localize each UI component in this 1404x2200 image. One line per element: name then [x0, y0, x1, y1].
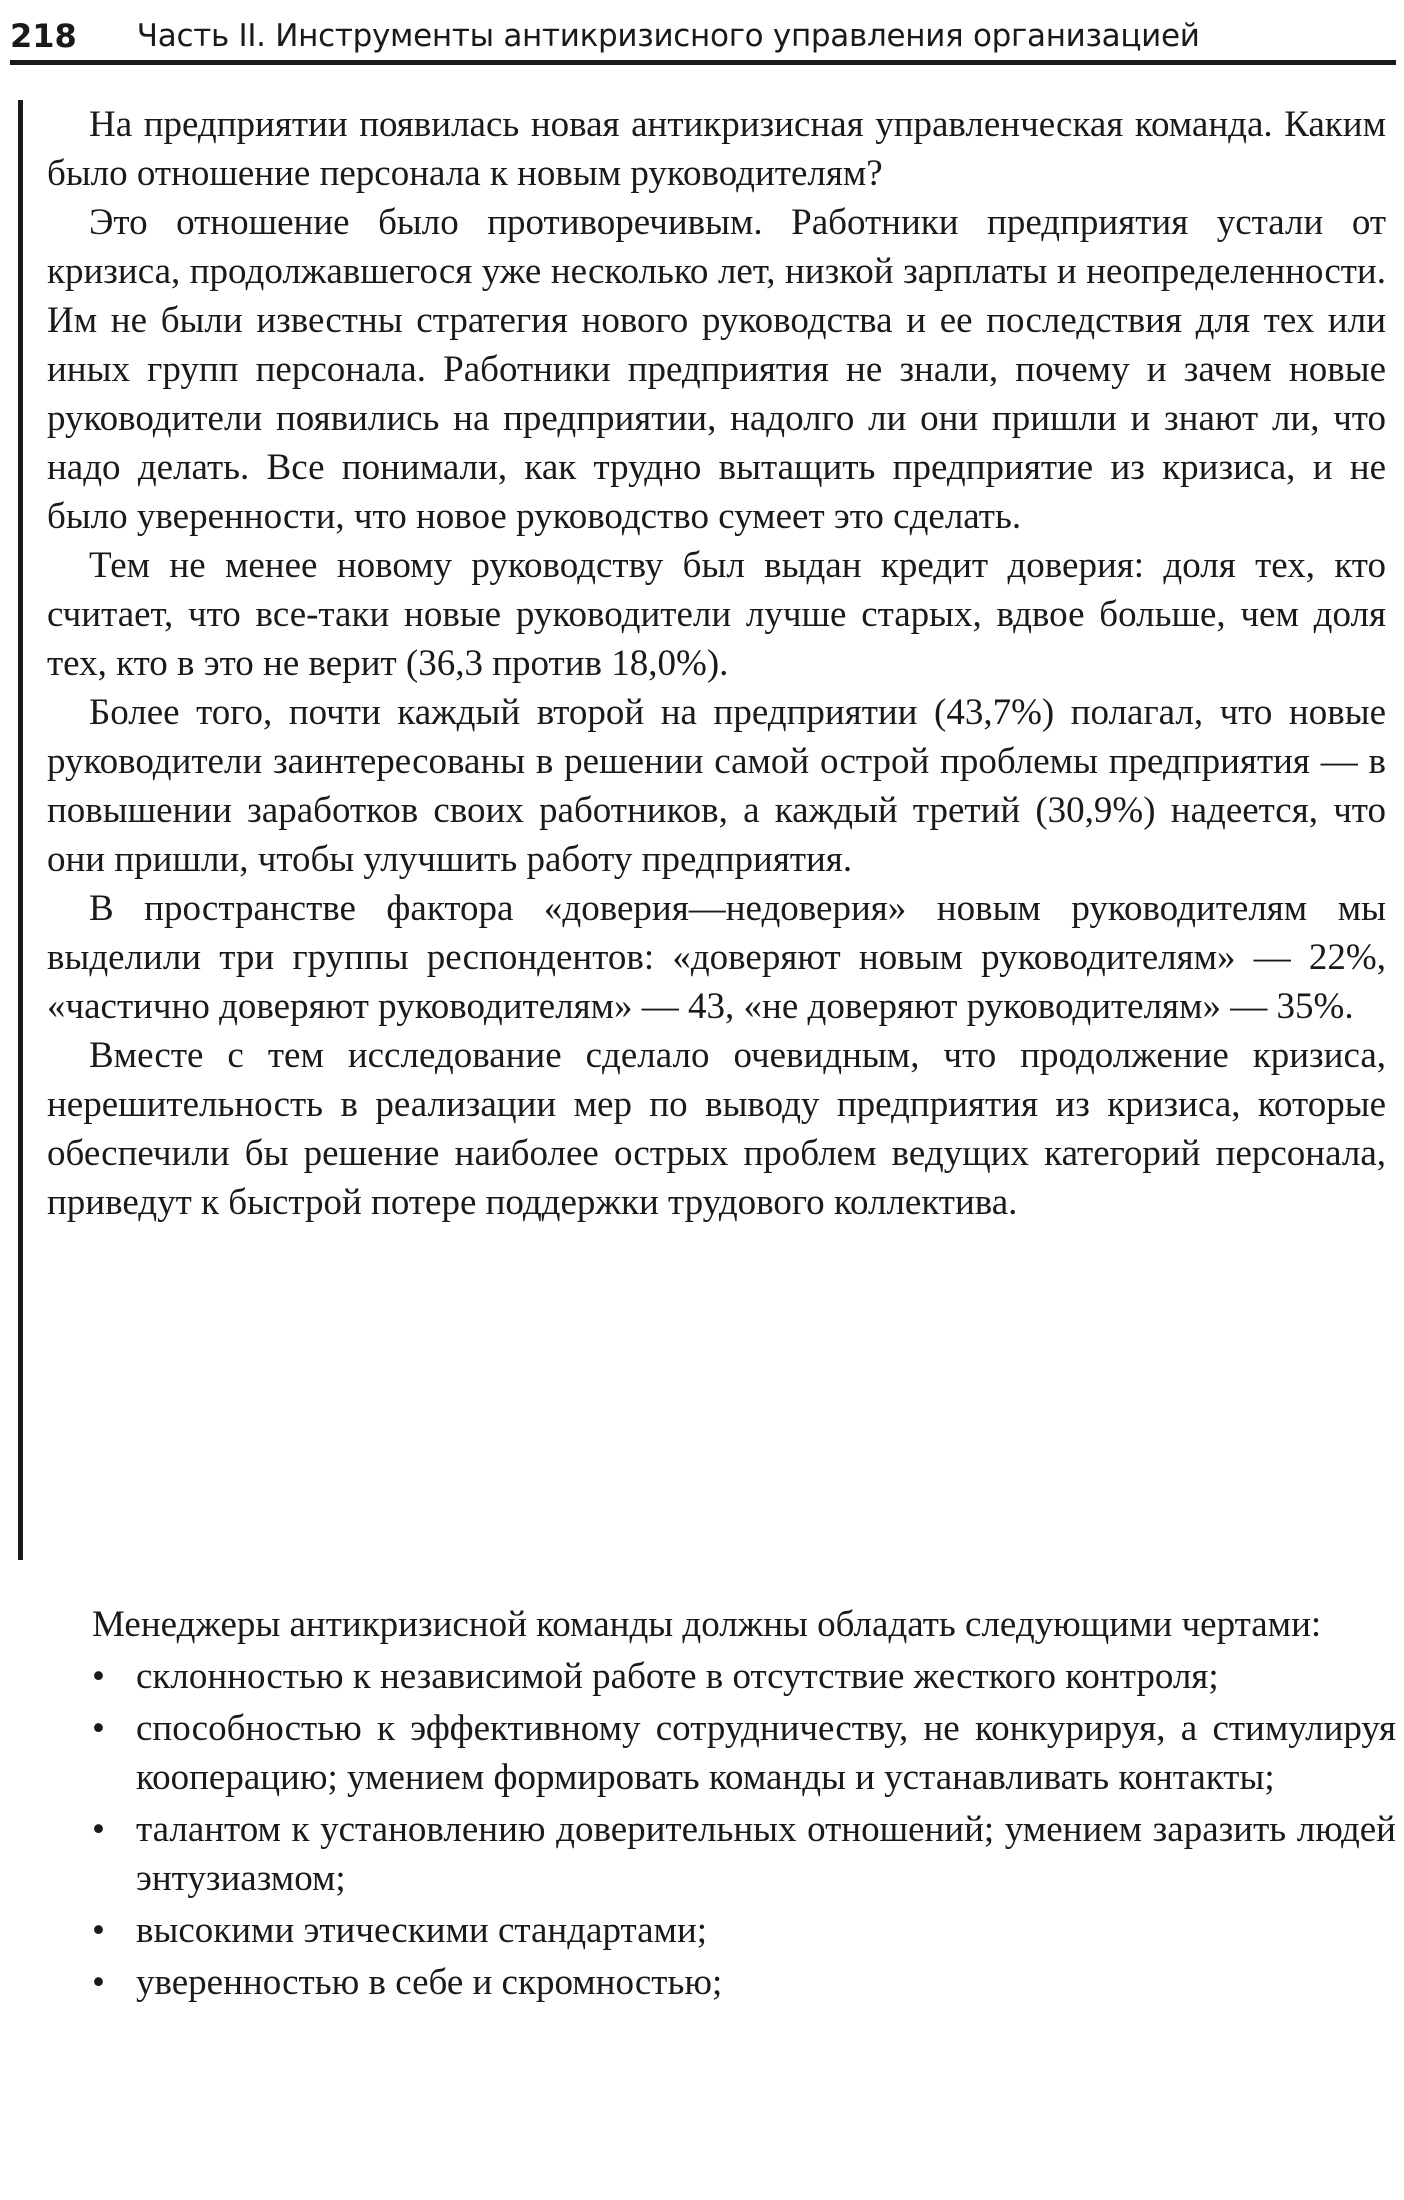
- traits-list: [50, 1652, 1396, 2007]
- case-paragraph: Это отношение было противоречивым. Работники предприятия устали от кризиса, продолжавшегося уже несколько лет, низкой зарплаты и неопределенности. Им не были известны стратегия нового руководства и ее последствия для тех или иных групп персонала. Работники предприятия не знали, почему и зачем новые руководители появились на предприятии, надолго ли они пришли и знают ли, что надо делать. Все понимали, как трудно вытащить предприятие из кризиса, и не было уверенности, что новое руководство сумеет это сделать.: [47, 202, 1386, 537]
- intro-paragraph: Менеджеры антикризисной команды должны обладать следующими чертами:: [92, 1604, 1322, 1645]
- case-paragraph: Более того, почти каждый второй на предприятии (43,7%) полагал, что новые руководители заинтересованы в решении самой острой проблемы предприятия — в повышении заработков своих работников, а каждый третий (30,9%) надеется, что они пришли, чтобы улучшить работу предприятия.: [47, 692, 1386, 880]
- running-title: Часть II. Инструменты антикризисного управления организацией: [136, 18, 1200, 54]
- list-item-text: склонностью к независимой работе в отсутствие жесткого контроля;: [136, 1656, 1219, 1697]
- bullet-icon: •: [92, 1708, 105, 1749]
- case-paragraph: На предприятии появилась новая антикризисная управленческая команда. Каким было отношение персонала к новым руководителям?: [47, 104, 1386, 194]
- main-text: [50, 1600, 1396, 2007]
- case-paragraph: Вместе с тем исследование сделало очевидным, что продолжение кризиса, нерешительность в реализации мер по выводу предприятия из кризиса, которые обеспечили бы решение наиболее острых проблем ведущих категорий персонала, приведут к быстрой потере поддержки трудового коллектива.: [47, 1035, 1386, 1223]
- list-item: [50, 1704, 1396, 1802]
- case-paragraph: Тем не менее новому руководству был выдан кредит доверия: доля тех, кто считает, что все-таки новые руководители лучше старых, вдвое больше, чем доля тех, кто в это не верит (36,3 против 18,0%).: [47, 545, 1386, 684]
- list-item-text: уверенностью в себе и скромностью;: [136, 1962, 723, 2003]
- list-item-text: талантом к установлению доверительных отношений; умением заразить людей энтузиазмом;: [136, 1809, 1396, 1899]
- bullet-icon: •: [92, 1809, 105, 1850]
- running-header: [10, 8, 1396, 65]
- list-item: [50, 1958, 1396, 2007]
- list-item: [50, 1805, 1396, 1903]
- bullet-icon: •: [92, 1962, 105, 2003]
- list-item: [50, 1906, 1396, 1955]
- bullet-icon: •: [92, 1910, 105, 1951]
- bullet-icon: •: [92, 1656, 105, 1697]
- list-item-text: высокими этическими стандартами;: [136, 1910, 708, 1951]
- list-item: [50, 1652, 1396, 1701]
- page-number: 218: [10, 17, 77, 55]
- case-paragraph: В пространстве фактора «доверия—недоверия» новым руководителям мы выделили три группы респондентов: «доверяют новым руководителям» — 22%, «частично доверяют руководителям» — 43, «не доверяют руководителям» — 35%.: [47, 888, 1386, 1027]
- case-study-box: [18, 100, 1386, 1560]
- list-item-text: способностью к эффективному сотрудничеству, не конкурируя, а стимулируя кооперацию; умением формировать команды и устанавливать контакты;: [136, 1708, 1396, 1798]
